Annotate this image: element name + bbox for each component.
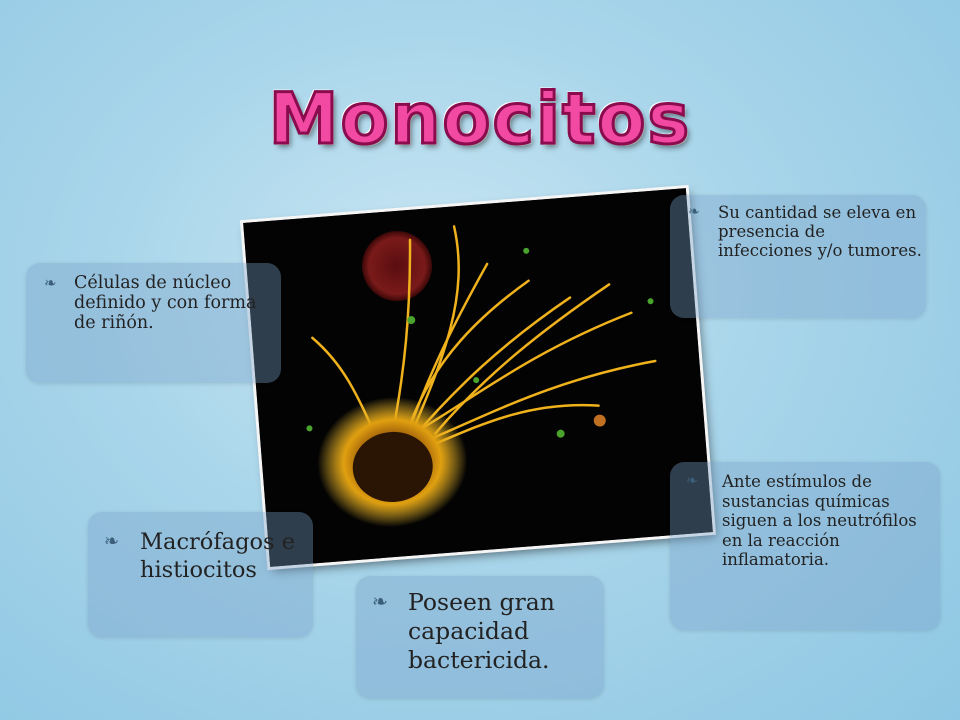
info-box-macrophages bbox=[88, 512, 313, 637]
fleuron-bullet-icon: ❧ bbox=[104, 531, 120, 552]
fleuron-bullet-icon: ❧ bbox=[688, 204, 700, 220]
monocyte-micrograph bbox=[243, 188, 713, 567]
bullet-item bbox=[104, 528, 309, 584]
fleuron-bullet-icon: ❧ bbox=[372, 591, 388, 613]
fleuron-bullet-icon: ❧ bbox=[44, 274, 57, 292]
bullet-item bbox=[44, 273, 276, 333]
box-text: Ante estímulos de sustancias químicas siguen a los neutrófilos en la reacción inflamatoria. bbox=[722, 472, 917, 569]
slide-title: Monocitos bbox=[268, 78, 692, 160]
box-text: Macrófagos e histiocitos bbox=[140, 529, 296, 583]
bullet-item bbox=[686, 472, 936, 570]
info-box-bactericidal bbox=[356, 576, 604, 698]
box-text: Poseen gran capacidad bactericida. bbox=[408, 588, 555, 674]
info-box-cells bbox=[26, 263, 281, 383]
box-text: Células de núcleo definido y con forma de riñón. bbox=[74, 273, 257, 333]
info-box-stimuli bbox=[670, 462, 940, 630]
bullet-item bbox=[688, 203, 922, 260]
info-box-quantity bbox=[670, 195, 926, 318]
fleuron-bullet-icon: ❧ bbox=[686, 473, 698, 489]
micrograph-image bbox=[243, 188, 713, 567]
bullet-item bbox=[372, 588, 600, 675]
box-text: Su cantidad se eleva en presencia de infecciones y/o tumores. bbox=[718, 203, 922, 260]
